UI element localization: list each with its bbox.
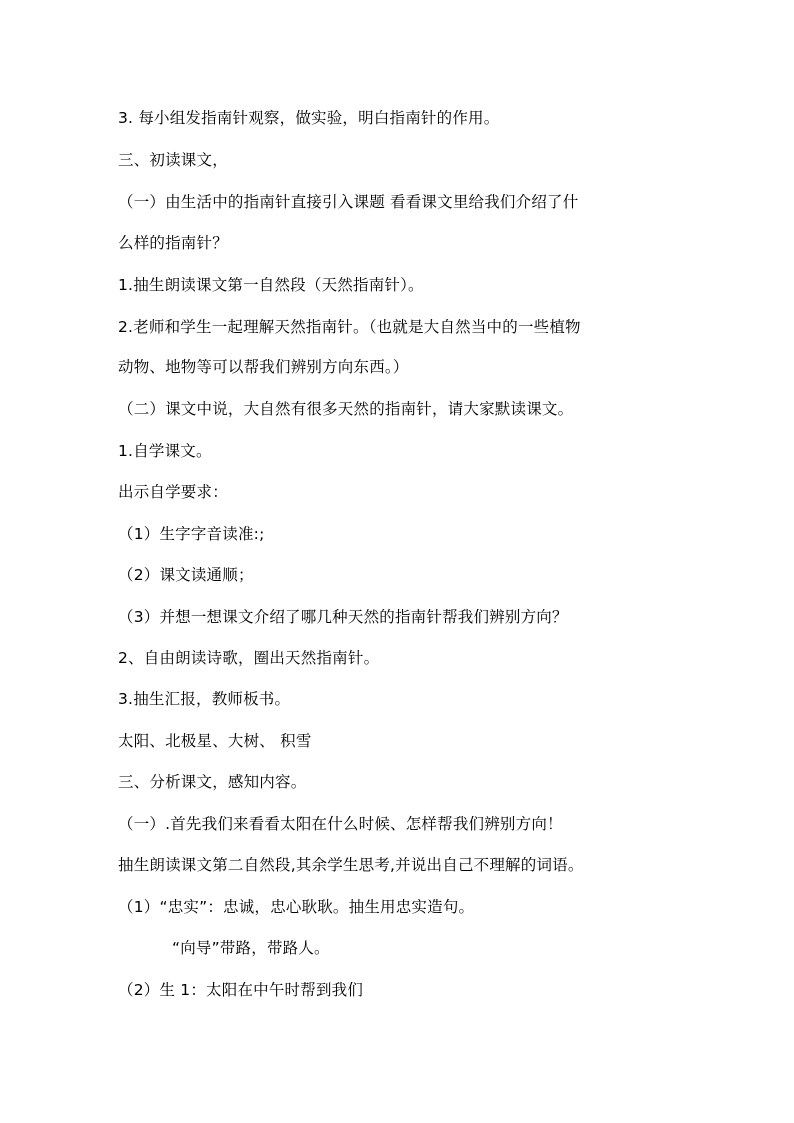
text-line-1: 3. 每小组发指南针观察，做实验，明白指南针的作用。 — [118, 109, 500, 127]
text-line-3: （一）由生活中的指南针直接引入课题 看看课文里给我们介绍了什 — [118, 193, 579, 211]
text-line-2: 三、初读课文， — [118, 151, 228, 169]
text-line-14: 2、自由朗读诗歌，圈出天然指南针。 — [118, 649, 380, 667]
text-line-20: （1）“忠实”：忠诚，忠心耿耿。抽生用忠实造句。 — [118, 898, 475, 916]
text-line-19: 抽生朗读课文第二自然段,其余学生思考,并说出自己不理解的词语。 — [118, 856, 584, 874]
text-line-12: （2）课文读通顺； — [118, 566, 254, 584]
text-line-5: 1.抽生朗读课文第一自然段（天然指南针）。 — [118, 276, 424, 294]
text-line-10: 出示自学要求： — [118, 483, 228, 501]
text-line-21: “向导”带路，带路人。 — [172, 939, 330, 957]
text-line-15: 3.抽生汇报，教师板书。 — [118, 690, 291, 708]
text-line-7: 动物、地物等可以帮我们辨别方向东西。） — [118, 358, 409, 376]
text-line-11: （1）生字字音读准:; — [118, 525, 265, 543]
text-line-22: （2）生 1：太阳在中午时帮到我们 — [118, 981, 364, 999]
text-line-4: 么样的指南针？ — [118, 234, 228, 252]
text-line-18: （一）.首先我们来看看太阳在什么时候、怎样帮我们辨别方向！ — [118, 815, 563, 833]
text-line-16: 太阳、北极星、大树、 积雪 — [118, 732, 312, 750]
text-line-6: 2.老师和学生一起理解天然指南针。（也就是大自然当中的一些植物 — [118, 318, 581, 336]
text-line-17: 三、分析课文，感知内容。 — [118, 773, 307, 791]
text-line-9: 1.自学课文。 — [118, 442, 212, 460]
text-line-8: （二）课文中说，大自然有很多天然的指南针，请大家默读课文。 — [118, 400, 574, 418]
text-line-13: （3）并想一想课文介绍了哪几种天然的指南针帮我们辨别方向？ — [118, 608, 568, 626]
